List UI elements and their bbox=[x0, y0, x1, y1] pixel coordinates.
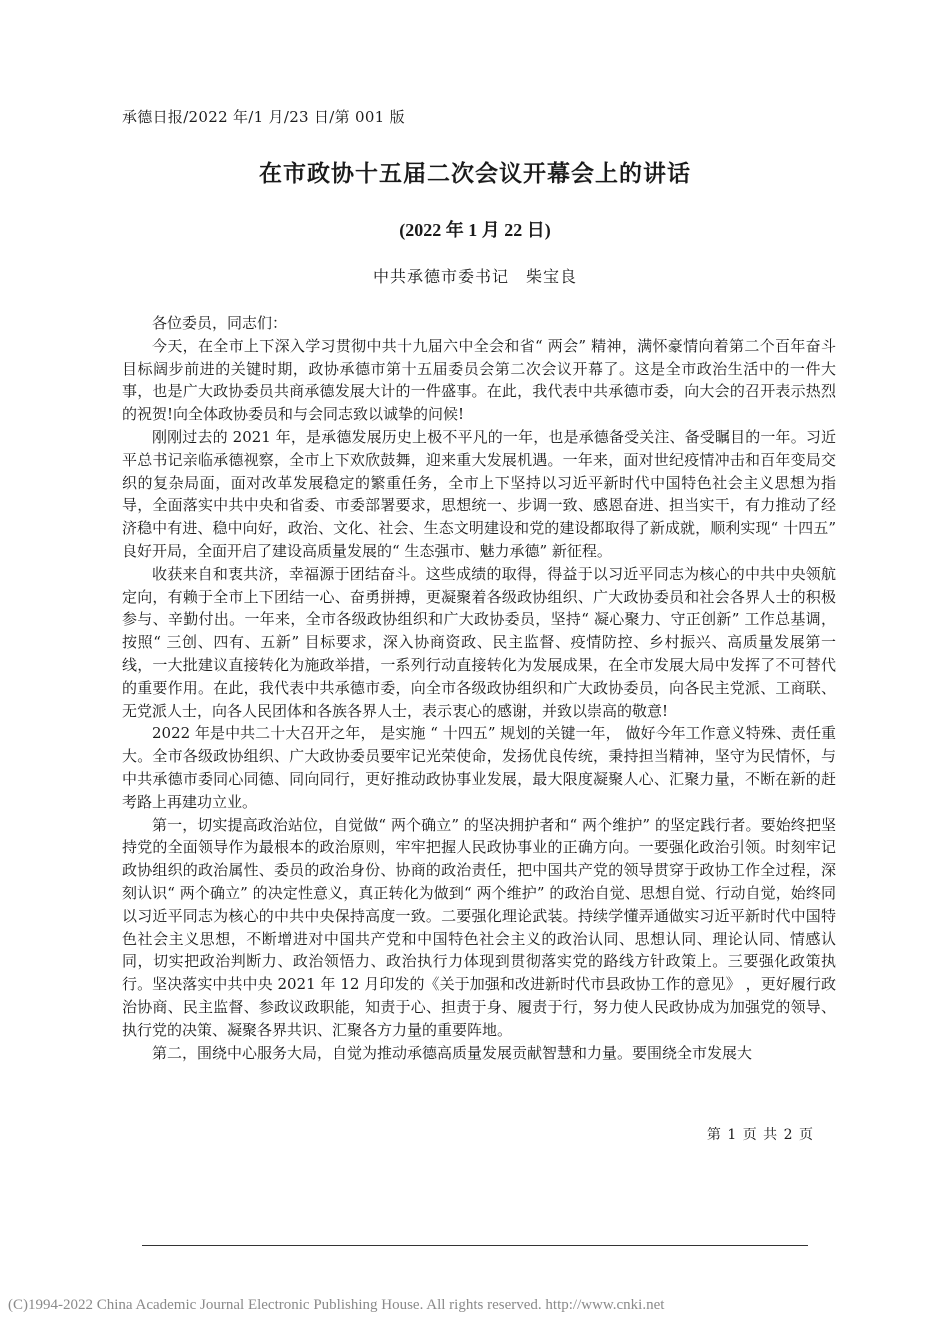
author-line: 中共承德市委书记 柴宝良 bbox=[372, 267, 577, 286]
page-number: 第 1 页 共 2 页 bbox=[706, 1127, 814, 1143]
source-line: 承德日报/2022 年/1 月/23 日/第 001 版 bbox=[122, 108, 405, 126]
paragraph: 2022 年是中共二十大召开之年， 是实施 “ 十四五” 规划的关键一年， 做好今年工作意义特殊、责任重大。全市各级政协组织、广大政协委员要牢记光荣使命，发扬优良传统，秉持担当精神，坚守为民情怀，与中共承德市委同心同德、同向同行，更好推动政协事业发展，最大限度凝聚人心、汇聚力量，不断在新的赶考路上再建功立业。 bbox=[122, 724, 836, 811]
paragraph-salutation: 各位委员，同志们： bbox=[152, 314, 288, 332]
footer-divider bbox=[142, 1245, 808, 1246]
paragraph: 第一，切实提高政治站位，自觉做“ 两个确立” 的坚决拥护者和“ 两个维护” 的坚定践行者。要始终把坚持党的全面领导作为最根本的政治原则，牢牢把握人民政协事业的正确方向。一要强化政治引领。时刻牢记政协组织的政治属性、委员的政治身份、协商的政治责任，把中国共产党的领导贯穿于政协工作全过程，深刻认识“ 两个确立” 的决定性意义，真正转化为做到“ 两个维护” 的政治自觉、思想自觉、行动自觉，始终同以习近平同志为核心的中共中央保持高度一致。二要强化理论武装。持续学懂弄通做实习近平新时代中国特色社会主义思想，不断增进对中国共产党和中国特色社会主义的政治认同、思想认同、理论认同、情感认同，切实把政治判断力、政治领悟力、政治执行力体现到贯彻落实党的路线方针政策上。三要强化政策执行。坚决落实中共中央 2021 年 12 月印发的《关于加强和改进新时代市县政协工作的意见》 ，更好履行政治协商、民主监督、参政议政职能，知责于心、担责于身、履责于行，努力使人民政协成为加强党的领导、执行党的决策、凝聚各界共识、汇聚各方力量的重要阵地。 bbox=[122, 815, 836, 1039]
copyright-notice: (C)1994-2022 China Academic Journal Electronic Publishing House. All rights reserved. http://www.cnki.net bbox=[8, 1297, 665, 1313]
article-body bbox=[122, 312, 836, 1064]
article-title: 在市政协十五届二次会议开幕会上的讲话 bbox=[259, 160, 691, 187]
paragraph: 第二，围绕中心服务大局，自觉为推动承德高质量发展贡献智慧和力量。要围绕全市发展大 bbox=[152, 1043, 753, 1062]
paragraph: 收获来自和衷共济，幸福源于团结奋斗。这些成绩的取得，得益于以习近平同志为核心的中共中央领航定向，有赖于全市上下团结一心、奋勇拼搏，更凝聚着各级政协组织、广大政协委员和社会各界人士的积极参与、辛勤付出。一年来，全市各级政协组织和广大政协委员，坚持“ 凝心聚力、守正创新” 工作总基调，按照“ 三创、四有、五新” 目标要求，深入协商资政、民主监督、疫情防控、乡村振兴、高质量发展第一线，一大批建议直接转化为施政举措，一系列行动直接转化为发展成果，在全市发展大局中发挥了不可替代的重要作用。在此，我代表中共承德市委，向全市各级政协组织和广大政协委员，向各民主党派、工商联、无党派人士，向各人民团体和各族各界人士，表示衷心的感谢，并致以崇高的敬意! bbox=[122, 564, 836, 720]
paragraph: 刚刚过去的 2021 年，是承德发展历史上极不平凡的一年，也是承德备受关注、备受瞩目的一年。习近平总书记亲临承德视察，全市上下欢欣鼓舞，迎来重大发展机遇。一年来，面对世纪疫情冲击和百年变局交织的复杂局面，面对改革发展稳定的繁重任务，全市上下坚持以习近平新时代中国特色社会主义思想为指导，全面落实中共中央和省委、市委部署要求，思想统一、步调一致、感恩奋进、担当实干，有力推动了经济稳中有进、稳中向好，政治、文化、社会、生态文明建设和党的建设都取得了新成就，顺利实现“ 十四五” 良好开局，全面开启了建设高质量发展的“ 生态强市、魅力承德” 新征程。 bbox=[122, 427, 836, 560]
paragraph: 今天，在全市上下深入学习贯彻中共十九届六中全会和省“ 两会” 精神，满怀豪情向着第二个百年奋斗目标阔步前进的关键时期，政协承德市第十五届委员会第二次会议开幕了。这是全市政治生活中的一件大事，也是广大政协委员共商承德发展大计的一件盛事。在此，我代表中共承德市委，向大会的召开表示热烈的祝贺!向全体政协委员和与会同志致以诚挚的问候! bbox=[122, 336, 836, 424]
speech-date: (2022 年 1 月 22 日) bbox=[399, 220, 551, 240]
